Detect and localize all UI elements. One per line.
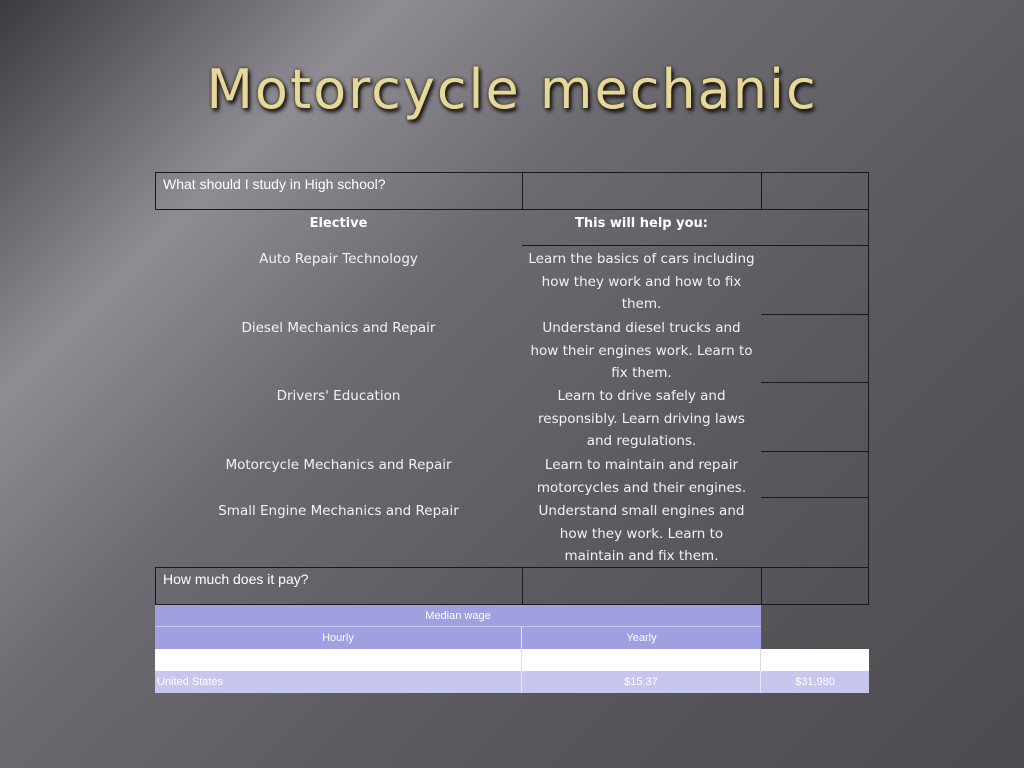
table-row [155, 246, 869, 315]
empty-cell [522, 649, 761, 671]
elective-help: Understand diesel trucks and how their engines work. Learn to fix them. [530, 320, 753, 381]
empty-cell [761, 498, 869, 567]
wage-blank-row [155, 649, 869, 671]
empty-cell [761, 649, 869, 671]
yearly-header: Yearly [522, 627, 761, 649]
study-question: What should I study in High school? [155, 172, 522, 210]
empty-cell [761, 172, 869, 210]
table-row [155, 452, 869, 498]
empty-cell [761, 452, 869, 498]
pay-question-row [155, 567, 869, 605]
elective-name: Small Engine Mechanics and Repair [218, 503, 459, 519]
elective-name: Drivers' Education [276, 388, 401, 404]
elective-header: Elective [309, 216, 368, 231]
table-row [155, 498, 869, 567]
empty-cell [761, 383, 869, 452]
help-header: This will help you: [522, 210, 761, 246]
empty-cell [761, 210, 869, 246]
hourly-value: $15.37 [522, 671, 761, 693]
table-row [155, 315, 869, 383]
empty-cell [761, 567, 869, 605]
empty-cell [522, 567, 761, 605]
yearly-value: $31,980 [761, 671, 869, 693]
table-row [155, 383, 869, 452]
wage-title-row [155, 605, 869, 627]
elective-help: Learn the basics of cars including how they work and how to fix them. [528, 251, 755, 312]
elective-name: Auto Repair Technology [259, 251, 418, 267]
wage-column-row [155, 627, 869, 649]
slide-title: Motorcycle mechanic [206, 58, 818, 121]
pay-question: How much does it pay? [155, 567, 522, 605]
empty-cell [761, 315, 869, 383]
wage-table [155, 605, 869, 693]
study-question-row [155, 172, 869, 210]
region-label: United States [155, 671, 522, 693]
elective-name: Motorcycle Mechanics and Repair [225, 457, 452, 473]
elective-help: Understand small engines and how they work. Learn to maintain and fix them. [538, 503, 745, 564]
elective-help: Learn to drive safely and responsibly. Learn driving laws and regulations. [538, 388, 745, 449]
median-wage-header: Median wage [155, 605, 761, 627]
empty-cell [522, 172, 761, 210]
study-header-row [155, 210, 869, 246]
hourly-header: Hourly [155, 627, 522, 649]
wage-data-row [155, 671, 869, 693]
empty-cell [155, 649, 522, 671]
study-table [155, 172, 869, 605]
elective-help: Learn to maintain and repair motorcycles and their engines. [536, 457, 747, 496]
elective-name: Diesel Mechanics and Repair [241, 320, 436, 336]
empty-cell [761, 246, 869, 315]
